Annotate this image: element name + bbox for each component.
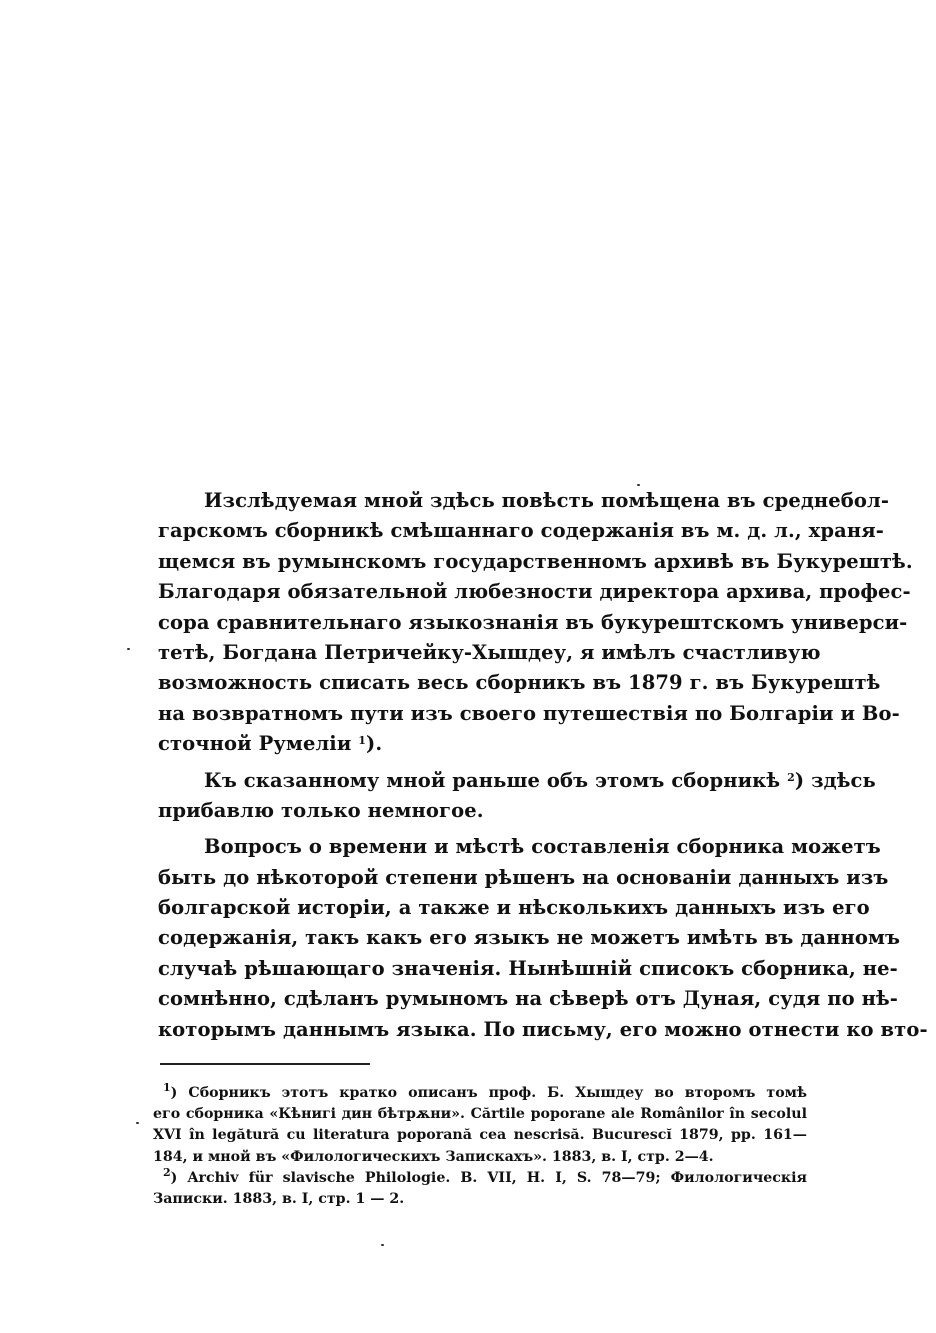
text-line: сомнѣнно, сдѣланъ румыномъ на сѣверѣ отъ Дуная, судя по нѣ- bbox=[158, 987, 898, 1011]
text-line: болгарской исторіи, а также и нѣсколькихъ данныхъ изъ его bbox=[158, 896, 870, 920]
text-line: случаѣ рѣшающаго значенія. Нынѣшній списокъ сборника, не- bbox=[158, 956, 898, 980]
text-line: Вопросъ о времени и мѣстѣ составленія сборника можетъ bbox=[204, 835, 881, 859]
text-line: тетѣ, Богдана Петричейку-Хышдеу, я имѣлъ счастливую bbox=[158, 640, 821, 664]
footnote-line: $^2$) Archiv für slavische Philologie. B. VII, H. I, S. 78—79; Филологическія bbox=[163, 1165, 807, 1186]
text-line: Благодаря обязательной любезности директора архива, профес- bbox=[158, 580, 911, 604]
footnote-line: 184, и мной въ «Филологическихъ Запискахъ». 1883, в. I, стр. 2—4. bbox=[153, 1148, 714, 1165]
text-line: щемся въ румынскомъ государственномъ архивѣ въ Букурештѣ. bbox=[158, 549, 913, 573]
scan-speck bbox=[381, 1244, 384, 1246]
main-text bbox=[158, 486, 928, 1045]
text-line: сточной Румеліи $^1$). bbox=[158, 732, 383, 756]
footnote-line: его сборника «Кѣнигі дин бѣтрѫни». Cărtile poporane ale Românilor în secolul bbox=[153, 1106, 807, 1123]
text-line: возможность списать весь сборникъ въ 1879 г. въ Букурештѣ bbox=[158, 671, 881, 695]
text-line: на возвратномъ пути изъ своего путешествія по Болгаріи и Во- bbox=[158, 701, 900, 725]
footnote-line: $^1$) Сборникъ этотъ кратко описанъ проф. Б. Хышдеу во второмъ томѣ bbox=[163, 1081, 807, 1101]
text-line: которымъ даннымъ языка. По письму, его можно отнести ко вто- bbox=[158, 1017, 928, 1041]
footnote-mark: 2 bbox=[163, 1165, 171, 1179]
footnote-divider bbox=[160, 1063, 370, 1065]
text-line: Къ сказанному мной раньше объ этомъ сборникѣ $^2$) здѣсь bbox=[204, 768, 876, 792]
text-line: гарскомъ сборникѣ смѣшаннаго содержанія въ м. д. л., храня- bbox=[158, 519, 884, 543]
scan-speck bbox=[127, 648, 130, 650]
text-line: сора сравнительнаго языкознанія въ букурештскомъ универси- bbox=[158, 610, 908, 634]
footnote-ref: 2 bbox=[787, 770, 795, 784]
scan-speck bbox=[136, 1122, 139, 1124]
scan-speck bbox=[637, 484, 640, 486]
footnote-line: XVI în legătură cu literatura poporană cea nescrisă. Bucurescĭ 1879, pp. 161— bbox=[153, 1127, 807, 1144]
text-line: быть до нѣкоторой степени рѣшенъ на основаніи данныхъ изъ bbox=[158, 865, 889, 889]
text-line: Изслѣдуемая мной здѣсь повѣсть помѣщена въ среднебол- bbox=[204, 489, 890, 512]
footnote-mark: 1 bbox=[163, 1081, 171, 1094]
footnotes bbox=[153, 1083, 807, 1210]
text-line: прибавлю только немногое. bbox=[158, 798, 484, 822]
footnote-line: Записки. 1883, в. I, стр. 1 — 2. bbox=[153, 1190, 405, 1207]
text-line: содержанія, такъ какъ его языкъ не можетъ имѣть въ данномъ bbox=[158, 926, 901, 950]
footnote-ref: 1 bbox=[358, 734, 367, 748]
